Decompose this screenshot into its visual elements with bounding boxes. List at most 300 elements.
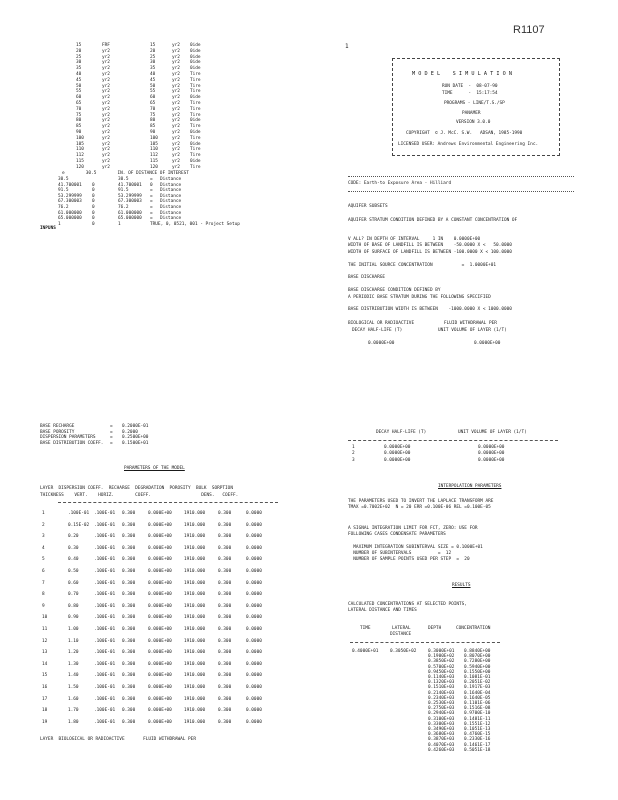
- results-depth: 0.3680E+03: [428, 732, 455, 738]
- layer-table-cell: 1910.000: [184, 708, 206, 714]
- layer-table-cell: 0.300: [218, 685, 232, 690]
- layer-table-cell: 0.90: [68, 615, 79, 621]
- listing-cell: 80: [76, 118, 82, 124]
- listing-cell: Tire: [190, 106, 201, 112]
- distance-cell: 67.300003: [118, 199, 142, 205]
- program-name: PROGRAMS - LINE/T.S./SP: [444, 101, 505, 106]
- listing-cell: yr2: [102, 130, 110, 135]
- results-first-time: 0.4000E+01: [352, 649, 379, 654]
- listing-cell: 60: [150, 95, 156, 101]
- layer-table-cell: 0.300: [218, 592, 232, 598]
- layer-table-cell: 0.000E+00: [148, 661, 172, 667]
- listing-cell: yr2: [172, 66, 180, 72]
- listing-cell: 0ide: [190, 118, 201, 124]
- aquifer-line: WIDTH OF SURFACE OF LANDFILL IS BETWEEN -100.0000 X < 100.0000: [348, 249, 512, 255]
- listing-cell: yr2: [172, 118, 180, 124]
- listing-cell: yr2: [102, 124, 110, 130]
- listing-cell: yr2: [172, 141, 180, 147]
- distance-cell: =: [150, 193, 153, 199]
- layer-table-cell: 8: [42, 592, 45, 598]
- results-concentration: 0.1551E-12: [464, 721, 491, 727]
- results-col-time: TIME: [360, 626, 371, 631]
- listing-cell: yr2: [102, 159, 110, 164]
- listing-cell: yr2: [102, 77, 110, 83]
- results-concentration: 0.1640E-05: [464, 695, 491, 701]
- layer-table-cell: 0.80: [68, 603, 79, 609]
- listing-cell: yr2: [102, 164, 110, 170]
- layer-table-cell: 0.30: [68, 545, 79, 551]
- results-concentration: 0.5940E+00: [464, 664, 491, 670]
- layer-table-cell: 0.0000: [246, 511, 262, 516]
- listing-cell: yr2: [172, 101, 180, 106]
- results-concentration: 0.8840E+00: [464, 649, 491, 654]
- layer-table-cell: 10: [42, 615, 48, 621]
- listing-cell: 50: [76, 83, 82, 89]
- licensed-user: LICENSED USER: Andrews Environmental Engineering Inc.: [398, 142, 539, 147]
- layer-table-cell: 0.0000: [246, 627, 262, 632]
- layer-table-cell: 0.0000: [246, 522, 262, 528]
- distance-cell: 67.300003: [58, 199, 82, 205]
- copyright-line: COPYRIGHT © J. McC. S.W. ADSAN, 1985-1990: [406, 131, 523, 136]
- layer-table-cell: 1910.000: [184, 522, 206, 528]
- layer-table-cell: 1.30: [68, 661, 79, 667]
- layer-table-cell: 0.20: [68, 534, 79, 540]
- layer-table-cell: .100E-01: [94, 511, 116, 516]
- listing-cell: yr2: [102, 83, 110, 89]
- fluid-withdrawal-sub: UNIT VOLUME OF LAYER (1/T): [438, 328, 507, 333]
- distance-cell: Distance: [160, 205, 182, 210]
- listing-cell: yr2: [172, 130, 180, 135]
- results-concentration: 0.2330E-16: [464, 737, 491, 743]
- parameter-value: 0.2000E-01: [122, 424, 149, 429]
- listing-cell: yr2: [172, 106, 180, 112]
- distance-cell: 0: [150, 182, 153, 188]
- layer-table-cell: 0.300: [218, 580, 232, 586]
- title-box-title: M O D E L S I M U L A T I O N: [412, 71, 512, 77]
- layer-table-cell: 1910.000: [184, 511, 206, 516]
- listing-cell: 55: [150, 89, 156, 95]
- listing-cell: 120: [76, 164, 84, 170]
- results-col-lateral-2: DISTANCE: [390, 632, 412, 637]
- layer-table-cell: .100E-01: [94, 650, 116, 656]
- listing-cell: 0ide: [190, 66, 201, 72]
- results-concentration: 0.4760E-15: [464, 732, 491, 738]
- results-concentration: 0.1516E-08: [464, 706, 491, 712]
- layer-table-cell: 0.300: [122, 685, 136, 690]
- layer-table-cell: 18: [42, 708, 48, 714]
- results-concentration: 0.5051E-18: [464, 747, 491, 753]
- layer-table-cell: .100E-01: [94, 534, 116, 540]
- listing-cell: 0ide: [190, 54, 201, 60]
- layer-table-cell: 9: [42, 603, 45, 609]
- distance-cell: Distance: [160, 193, 182, 199]
- listing-cell: yr2: [102, 112, 110, 118]
- distance-cell: 1: [58, 221, 61, 227]
- listing-cell: yr2: [102, 118, 110, 124]
- layer-table-cell: 0.300: [218, 615, 232, 621]
- listing-cell: yr2: [102, 147, 110, 153]
- distance-cell: =: [150, 210, 153, 216]
- results-concentration: 0.9700E-10: [464, 711, 491, 717]
- distance-cell: 0: [92, 221, 95, 227]
- listing-cell: yr2: [102, 54, 110, 60]
- distance-cell: 1: [118, 221, 121, 227]
- layer-table-cell: 0.300: [218, 534, 232, 540]
- parameter-label: BASE DISTRIBUTION COEFF.: [40, 440, 104, 446]
- listing-cell: yr2: [172, 83, 180, 89]
- layer-table-cell: 0.300: [122, 719, 136, 725]
- layer-table-cell: 1910.000: [184, 696, 206, 702]
- layer-table-cell: 11: [42, 627, 48, 632]
- layer-table-cell: .100E-01: [94, 615, 116, 621]
- listing-cell: 15: [76, 43, 82, 48]
- results-depth: 0.2340E+03: [428, 695, 455, 701]
- layer-table-cell: 0.000E+00: [148, 627, 172, 632]
- decay-half-life-header: DECAY HALF-LIFE (T): [376, 430, 427, 435]
- listing-cell: 45: [76, 77, 82, 83]
- distance-header: e 30.5 IN. OF DISTANCE OF INTEREST: [62, 171, 189, 176]
- bio-decay-label: BIOLOGICAL OR RADIOACTIVE: [348, 321, 415, 326]
- listing-cell: 20: [76, 48, 82, 54]
- results-col-lateral: LATERAL: [392, 626, 411, 631]
- layer-table-cell: 0.300: [218, 627, 232, 632]
- layer-table-cell: .100E-01: [94, 545, 116, 551]
- layer-table-cell: .100E-01: [94, 708, 116, 714]
- distance-cell: 76.2: [58, 205, 69, 210]
- listing-cell: yr2: [172, 135, 180, 141]
- listing-cell: yr2: [172, 112, 180, 118]
- listing-cell: 112: [76, 153, 84, 159]
- listing-cell: 100: [150, 135, 158, 141]
- decay-half-life: 0.0000E+00: [384, 451, 411, 457]
- layer-table-cell: 0.0000: [246, 545, 262, 551]
- results-caption-2: LATERAL DISTANCE AND TIMES: [348, 608, 417, 613]
- results-depth: 0.2940E+03: [428, 711, 455, 717]
- layer-table-cell: 1.50: [68, 685, 79, 690]
- source-line: FOLLOWING CASES CONDENSATE PARAMETERS: [348, 532, 446, 538]
- layer-table-cell: 1.70: [68, 708, 79, 714]
- distance-cell: =: [150, 188, 153, 194]
- layer-table-cell: 1910.000: [184, 603, 206, 609]
- layer-table-cell: 0.0000: [246, 615, 262, 621]
- layer-table-cell: 0.0000: [246, 592, 262, 598]
- listing-cell: 0ide: [190, 141, 201, 147]
- listing-cell: yr2: [102, 66, 110, 72]
- results-concentration: 0.1917E-03: [464, 685, 491, 691]
- layer-table-cell: 4: [42, 545, 45, 551]
- interpolation-line: THE PARAMETERS USED TO INVERT THE LAPLACE TRANSFORM ARE: [348, 499, 494, 504]
- listing-cell: FRF: [102, 43, 110, 48]
- interpolation-line: TMAX =0.7002E+02 N = 20 ERR =0.100E-06 REL =0.100E-05: [348, 505, 491, 511]
- layer-table-cell: .100E-01: [94, 673, 116, 679]
- layer-table-cell: .100E-01: [94, 696, 116, 702]
- layer-table-cell: 0.0000: [246, 719, 262, 725]
- listing-cell: 75: [76, 112, 82, 118]
- layer-table-cell: 0.0000: [246, 569, 262, 574]
- results-depth: 0.3300E+03: [428, 721, 455, 727]
- distance-cell: 41.700001: [118, 182, 142, 188]
- layer-table-cell: 19: [42, 719, 48, 725]
- distance-cell: 0: [92, 216, 95, 222]
- listing-cell: 30: [150, 60, 156, 66]
- layer-table-cell: 0.000E+00: [148, 615, 172, 621]
- layer-table-cell: .100E-01: [94, 719, 116, 725]
- layer-table-cell: 0.60: [68, 580, 79, 586]
- distance-cell: 0: [92, 199, 95, 205]
- aquifer-line: V ALL? IN DEPTH OF INTERVAL 1 IN 0.0000E+00: [348, 237, 481, 242]
- layer-table-cell: 0.000E+00: [148, 650, 172, 656]
- results-title: RESULTS: [452, 583, 471, 588]
- aquifer-line: A PERIODIC BASE STRATUM DURING THE FOLLOWING SPECIFIED: [348, 294, 491, 300]
- version-label: VERSION 3.0.0: [456, 120, 491, 125]
- layer-table-cell: .100E-01: [94, 522, 116, 528]
- layer-table-cell: 0.0000: [246, 673, 262, 679]
- listing-cell: Tire: [190, 89, 201, 95]
- results-concentration: 0.7280E+00: [464, 659, 491, 665]
- layer-table-cell: .100E-01: [68, 511, 90, 516]
- layer-table-cell: 0.0000: [246, 696, 262, 702]
- distance-cell: 0: [92, 188, 95, 194]
- listing-cell: Tire: [190, 164, 201, 170]
- listing-cell: yr2: [102, 48, 110, 54]
- distance-cell: Distance: [160, 182, 182, 188]
- source-line: A SIGNAL INTEGRATION LIMIT FOR FCT, ZERO: USE FOR: [348, 526, 478, 531]
- distance-cell: 91.5: [118, 188, 129, 194]
- layer-table-cell: 0.50: [68, 569, 79, 574]
- listing-cell: 25: [76, 54, 82, 60]
- listing-cell: Tire: [190, 72, 201, 77]
- results-depth: 0.2140E+03: [428, 690, 455, 696]
- decay-layer: 1: [352, 445, 355, 450]
- layer-table-cell: 0.300: [122, 673, 136, 679]
- layer-table-cell: .100E-01: [94, 569, 116, 574]
- page-marker: 1: [345, 43, 349, 50]
- layer-table-cell: 15: [42, 673, 48, 679]
- layer-table-cell: 0.0000: [246, 685, 262, 690]
- bio-decay-value: 0.0000E+00: [368, 341, 395, 346]
- listing-cell: 120: [150, 164, 158, 170]
- layer-table-cell: 1910.000: [184, 545, 206, 551]
- listing-cell: 110: [76, 147, 84, 153]
- distance-cell: Distance: [160, 210, 182, 216]
- decay-layer: 3: [352, 457, 355, 463]
- interpolation-title: INTERPOLATION PARAMETERS: [438, 484, 502, 489]
- listing-cell: yr2: [102, 101, 110, 106]
- aquifer-line: BASE DISTRIBUTION WIDTH IS BETWEEN -1000.0000 X < 1000.0000: [348, 307, 512, 313]
- results-depth: 0.3850E+02: [428, 659, 455, 665]
- layer-table-cell: 6: [42, 569, 45, 574]
- layer-table-cell: 1.00: [68, 627, 79, 632]
- listing-cell: 115: [76, 159, 84, 164]
- layer-table-cell: 2: [42, 522, 45, 528]
- listing-cell: 55: [76, 89, 82, 95]
- listing-cell: 75: [150, 112, 156, 118]
- listing-footer: INPUNS: [40, 226, 56, 231]
- distance-cell: Distance: [160, 188, 182, 194]
- layer-table-cell: 0.300: [218, 673, 232, 679]
- distance-cell: 53.299999: [58, 193, 82, 199]
- listing-cell: Tire: [190, 83, 201, 89]
- listing-cell: yr2: [172, 48, 180, 54]
- distance-cell: 65.000000: [58, 216, 82, 222]
- results-concentration: 0.1461E-17: [464, 742, 491, 748]
- layer-table-cell: 16: [42, 685, 48, 690]
- layer-table-cell: 0.300: [122, 511, 136, 516]
- listing-cell: yr2: [102, 95, 110, 101]
- layer-table-cell: 0.300: [122, 627, 136, 632]
- fluid-withdrawal-value: 0.0000E+00: [474, 341, 501, 346]
- parameter-value: 0.2000: [122, 429, 138, 435]
- layer-table-cell: 0.000E+00: [148, 522, 172, 528]
- distance-cell: 0: [92, 205, 95, 210]
- layer-table-cell: .100E-01: [94, 627, 116, 632]
- layer-table-cell: 0.0000: [246, 603, 262, 609]
- layer-table-cell: 5: [42, 557, 45, 563]
- source-line: NUMBER OF SUBINTERVALS = 12: [348, 550, 452, 556]
- parameter-label: DISPERSION PARAMETERS: [40, 435, 96, 441]
- layer-table-cell: 0.300: [218, 569, 232, 574]
- layer-table-cell: 3: [42, 534, 45, 540]
- listing-cell: yr2: [172, 95, 180, 101]
- layer-table-cell: 0.300: [122, 615, 136, 621]
- listing-cell: yr2: [172, 147, 180, 153]
- layer-table-cell: 0.000E+00: [148, 638, 172, 644]
- distance-cell: 61.000000: [58, 210, 82, 216]
- results-depth: 0.1320E+03: [428, 680, 455, 686]
- results-depth: 0.3490E+03: [428, 727, 455, 732]
- layer-table-cell: 0.000E+00: [148, 603, 172, 609]
- layer-table-cell: 0.0000: [246, 661, 262, 667]
- listing-cell: Tire: [190, 101, 201, 106]
- listing-cell: 35: [76, 66, 82, 72]
- layer-table-cell: 0.300: [218, 522, 232, 528]
- layer-table-cell: .100E-01: [94, 557, 116, 563]
- layer-table-cell: 0.000E+00: [148, 696, 172, 702]
- layer-table-cell: 0.000E+00: [148, 545, 172, 551]
- aquifer-line: BASE DISCHARGE: [348, 275, 386, 281]
- results-depth: 0.1900E+02: [428, 654, 455, 660]
- results-concentration: 0.1640E-04: [464, 690, 491, 696]
- listing-cell: 60: [76, 95, 82, 101]
- listing-cell: Tire: [190, 124, 201, 130]
- layer-table-cell: 0.300: [218, 650, 232, 656]
- results-depth: 0.3870E+03: [428, 737, 455, 743]
- listing-cell: yr2: [172, 77, 180, 83]
- listing-cell: 65: [150, 101, 156, 106]
- listing-cell: 50: [150, 83, 156, 89]
- decay-layer: 2: [352, 451, 355, 457]
- listing-cell: 70: [150, 106, 156, 112]
- results-depth: 0.5700E+02: [428, 664, 455, 670]
- layer-table-cell: 1.10: [68, 638, 79, 644]
- distance-cell: =: [150, 205, 153, 210]
- layer-table-cell: 0.000E+00: [148, 685, 172, 690]
- listing-cell: yr2: [172, 43, 180, 48]
- decay-half-life: 0.0000E+00: [384, 457, 411, 463]
- layer-table-cell: 0.300: [218, 661, 232, 667]
- layer-table-cell: 0.000E+00: [148, 708, 172, 714]
- layer-table-cell: 0.300: [218, 557, 232, 563]
- aquifer-line: WIDTH OF BASE OF LANDFILL IS BETWEEN -50.0000 X < 50.0000: [348, 243, 512, 249]
- fluid-withdrawal-label: FLUID WITHDRAWAL PER: [444, 321, 497, 326]
- layer-table-cell: 0.300: [218, 708, 232, 714]
- layer-table-cell: 1: [42, 511, 45, 516]
- listing-cell: 0ide: [190, 43, 201, 48]
- layer-table-cell: 0.300: [218, 511, 232, 516]
- listing-cell: yr2: [172, 124, 180, 130]
- layer-table-cell: 0.000E+00: [148, 673, 172, 679]
- decay-unit-volume: 0.0000E+00: [478, 457, 505, 463]
- layer-table-cell: 0.300: [122, 534, 136, 540]
- layer-table-header-2: THICKNESS VERT. HORIZ. COEFF. DENS. COEFF.: [40, 493, 239, 498]
- distance-cell: 61.000000: [118, 210, 142, 216]
- source-line: NUMBER OF SAMPLE POINTS USED PER STEP = 20: [348, 557, 470, 562]
- listing-cell: 0ide: [190, 95, 201, 101]
- listing-cell: 15: [150, 43, 156, 48]
- results-caption-1: CALCULATED CONCENTRATIONS AT SELECTED POINTS,: [348, 602, 467, 607]
- listing-cell: 30: [76, 60, 82, 66]
- results-depth: 0.2750E+03: [428, 706, 455, 712]
- layer-table-cell: 0.300: [218, 719, 232, 725]
- layer-table-cell: 0.0000: [246, 557, 262, 563]
- listing-cell: 105: [76, 141, 84, 147]
- layer-table-cell: 0.70: [68, 592, 79, 598]
- results-depth: 0.9450E+02: [428, 669, 455, 675]
- layer-table-cell: 1910.000: [184, 592, 206, 598]
- layer-table-cell: 7: [42, 580, 45, 586]
- layer-table-cell: 0.15E-02: [68, 522, 90, 528]
- listing-cell: 70: [76, 106, 82, 112]
- parameter-value: 0.1500E+01: [122, 440, 149, 446]
- layer-table-cell: 0.300: [122, 545, 136, 551]
- layer-table-cell: 0.300: [122, 661, 136, 667]
- aquifer-stratum-line: AQUIFER STRATUM CONDITION DEFINED BY A CONSTANT CONCENTRATION OF: [348, 218, 518, 223]
- aquifer-subsets-heading: AQUIFER SUBSETS: [348, 204, 388, 209]
- listing-cell: 25: [150, 54, 156, 60]
- decay-unit-volume: 0.0000E+00: [478, 445, 505, 450]
- listing-cell: 40: [76, 72, 82, 77]
- listing-cell: yr2: [102, 89, 110, 95]
- parameter-equals: =: [110, 440, 113, 446]
- layer-table-cell: 0.300: [122, 557, 136, 563]
- results-depth: 0.1140E+03: [428, 675, 455, 680]
- layer-table-cell: 0.300: [122, 696, 136, 702]
- layer-table-cell: 0.0000: [246, 580, 262, 586]
- layer-table-cell: 13: [42, 650, 48, 656]
- site-heading: CODE: Earth-to Exposure Area - Hilliard: [348, 181, 452, 186]
- parameter-value: 0.2500E+00: [122, 435, 149, 441]
- layer-table-cell: 0.300: [122, 522, 136, 528]
- listing-cell: yr2: [172, 72, 180, 77]
- distance-cell: 0: [92, 210, 95, 216]
- bio-decay-sub: DECAY HALF-LIFE (T): [352, 328, 403, 333]
- listing-cell: yr2: [172, 153, 180, 159]
- listing-cell: 115: [150, 159, 158, 164]
- distance-cell: 30.5: [58, 177, 69, 182]
- distance-cell: =: [150, 216, 153, 222]
- layer-table-cell: 1910.000: [184, 627, 206, 632]
- decay-unit-volume: 0.0000E+00: [478, 451, 505, 457]
- layer-table-cell: 1910.000: [184, 557, 206, 563]
- layer-table-cell: 1.20: [68, 650, 79, 656]
- listing-cell: 105: [150, 141, 158, 147]
- source-line: MAXIMUM INTEGRATION SUBINTERVAL SIZE = 0.1000E+01: [348, 544, 483, 550]
- listing-cell: 85: [150, 124, 156, 130]
- distance-cell: 53.299999: [118, 193, 142, 199]
- layer-table-cell: 0.0000: [246, 650, 262, 656]
- layer-table-cell: 0.300: [218, 545, 232, 551]
- layer-table-cell: 1910.000: [184, 615, 206, 621]
